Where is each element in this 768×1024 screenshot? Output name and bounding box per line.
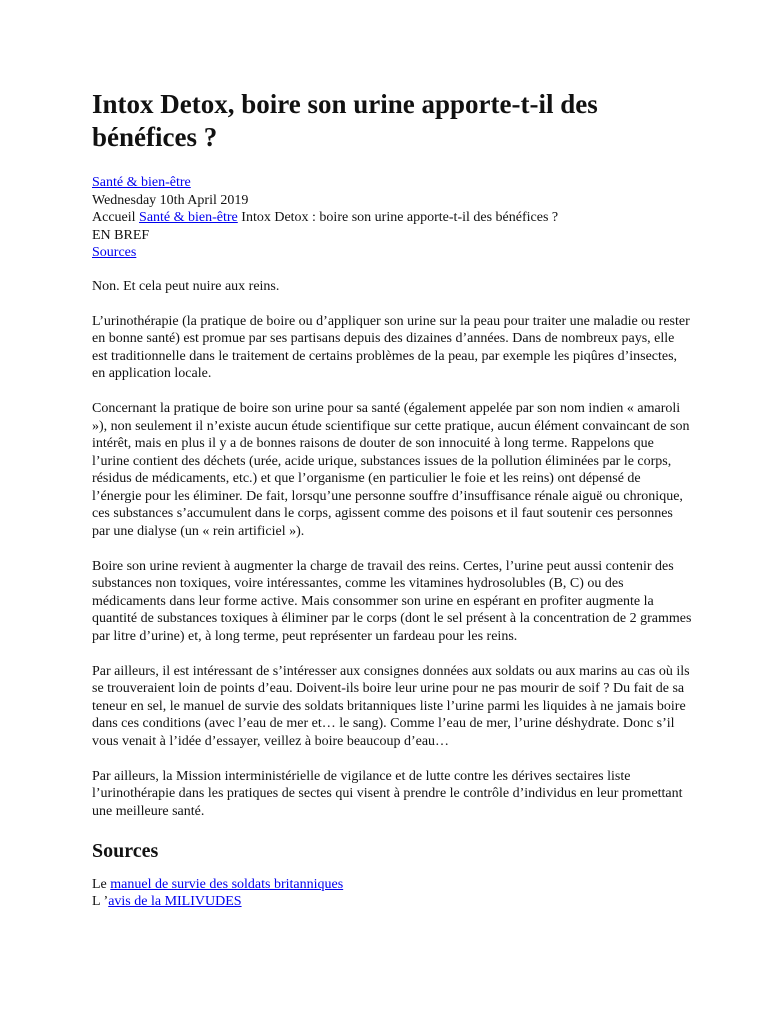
article-meta <box>92 174 692 262</box>
breadcrumb-category-link[interactable]: Santé & bien-être <box>139 210 238 225</box>
paragraph-amaroli: Concernant la pratique de boire son urine pour sa santé (également appelée par son nom indien « amaroli »), non seulement il n’existe aucun étude scientifique sur cette pratique, aucun élément convaincant de son intérêt, mais en plus il y a de bonnes raisons de douter de son innocuité à long terme. Rappelons que l’urine contient des déchets (urée, acide urique, substances issues de la pollution éliminées par le corps, résidus de médicaments, etc.) et que l’organisme (en particulier le foie et les reins) ont dépensé de l’énergie pour les éliminer. De fait, lorsqu’une personne souffre d’insuffisance rénale aiguë ou chronique, ces substances s’accumulent dans le corps, agissent comme des poisons et il faut soutenir ces personnes par une dialyse (un « rein artificiel »). <box>92 401 690 539</box>
article-title: Intox Detox, boire son urine apporte-t-il des bénéfices ? <box>92 89 598 152</box>
source-item <box>92 876 692 894</box>
sources-heading: Sources <box>92 839 159 862</box>
source-link-milivudes[interactable]: avis de la MILIVUDES <box>108 894 242 909</box>
breadcrumb <box>92 209 692 227</box>
sources-list <box>92 876 692 911</box>
article <box>92 88 692 911</box>
paragraph-miviludes: Par ailleurs, la Mission interministérielle de vigilance et de lutte contre les dérives sectaires liste l’urinothérapie dans les pratiques de sectes qui visent à prendre le contrôle d’individus en leur promettant une meilleure santé. <box>92 768 683 819</box>
paragraph-soldats: Par ailleurs, il est intéressant de s’intéresser aux consignes données aux soldats ou aux marins au cas où ils se trouveraient loin de points d’eau. Doivent-ils boire leur urine pour ne pas mourir de soif ? Du fait de sa teneur en sel, le manuel de survie des soldats britanniques liste l’urine parmi les liquides à ne jamais boire dans ces conditions (avec l’eau de mer et… le sang). Comme l’eau de mer, l’urine déshydrate. Donc s’il vous venait à l’idée d’essayer, veillez à boire beaucoup d’eau… <box>92 663 690 749</box>
source-prefix: Le <box>92 876 111 892</box>
breadcrumb-home: Accueil <box>92 210 136 225</box>
breadcrumb-current: Intox Detox : boire son urine apporte-t-il des bénéfices ? <box>241 210 559 225</box>
source-prefix: L ’ <box>92 894 109 909</box>
source-item <box>92 893 692 911</box>
paragraph-reins: Boire son urine revient à augmenter la charge de travail des reins. Certes, l’urine peut aussi contenir des substances non toxiques, voire intéressantes, comme les vitamines hydrosolubles (B, C) ou des médicaments dans leur forme active. Mais consommer son urine en espérant en profiter augmente la quantité de substances toxiques à éliminer par le corps (dont le sel présent à la concentration de 2 grammes par litre d’urine) et, à long terme, peut représenter un fardeau pour les reins. <box>92 558 692 644</box>
paragraph-urinotherapie: L’urinothérapie (la pratique de boire ou d’appliquer son urine sur la peau pour traiter une maladie ou rester en bonne santé) est promue par ses partisans depuis des dizaines d’années. Dans de nombreux pays, elle est traditionnelle dans le traitement de certains problèmes de la peau, par exemple les piqûres d’insectes, en application locale. <box>92 313 690 381</box>
category-link[interactable]: Santé & bien-être <box>92 175 191 190</box>
source-link-manuel-survie[interactable]: manuel de survie des soldats britanniques <box>110 876 344 892</box>
sources-anchor-link[interactable]: Sources <box>92 245 137 260</box>
en-bref-label: EN BREF <box>92 227 150 243</box>
article-body <box>92 278 692 821</box>
publish-date: Wednesday 10th April 2019 <box>92 192 249 208</box>
paragraph-summary: Non. Et cela peut nuire aux reins. <box>92 278 280 294</box>
